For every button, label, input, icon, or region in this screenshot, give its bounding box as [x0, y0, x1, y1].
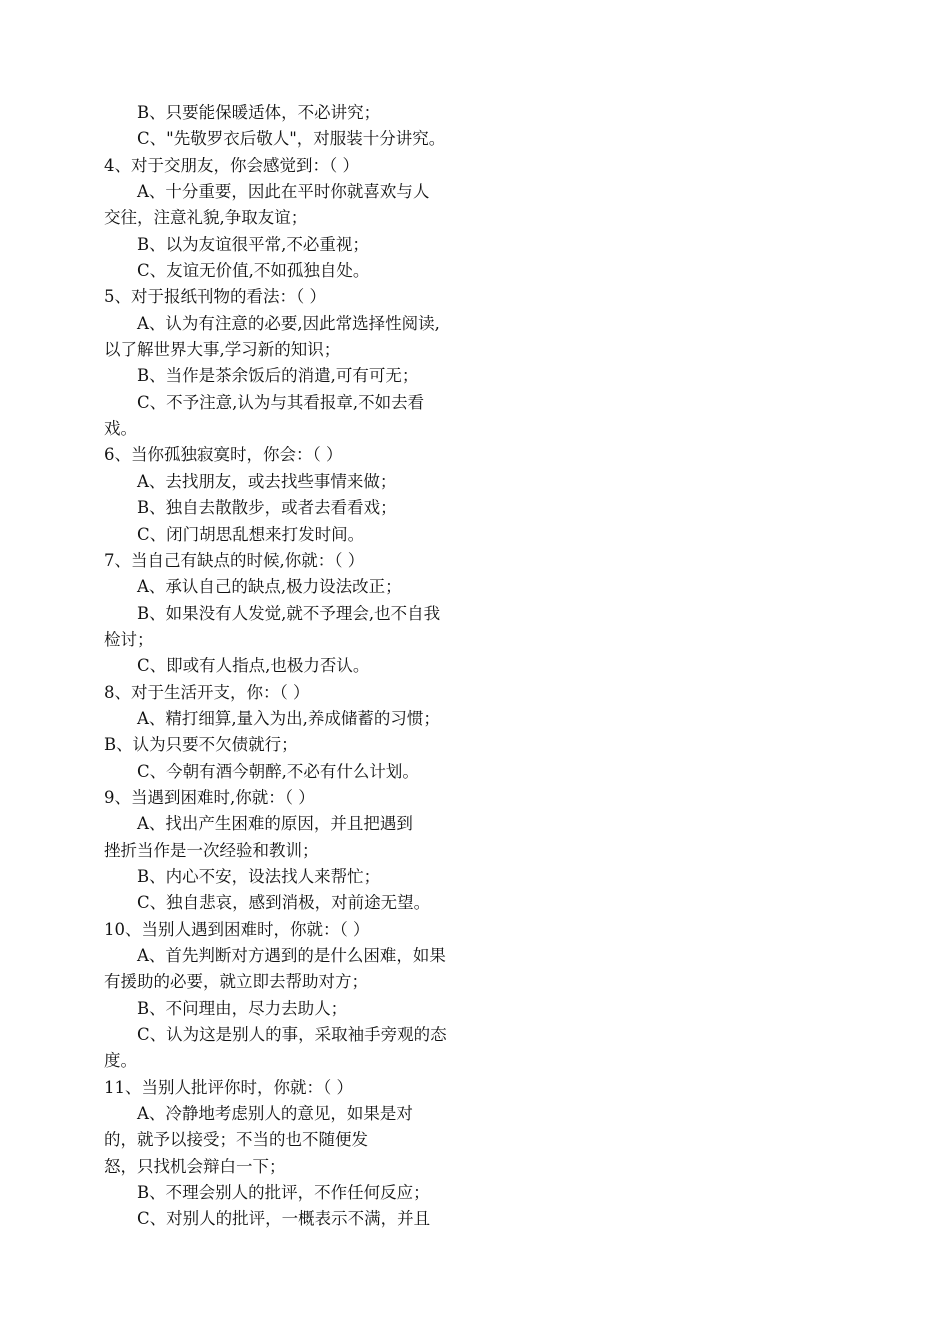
text-line: 度。: [104, 1051, 137, 1071]
text-line: A、找出产生困难的原因，并且把遇到: [137, 814, 413, 834]
text-line: 6、当你孤独寂寞时，你会：（ ）: [104, 445, 343, 465]
text-line: C、认为这是别人的事，采取袖手旁观的态: [137, 1025, 447, 1045]
text-line: B、当作是茶余饭后的消遣,可有可无；: [137, 366, 419, 386]
text-line: C、今朝有酒今朝醉,不必有什么计划。: [137, 761, 419, 781]
text-line: C、"先敬罗衣后敬人"，对服装十分讲究。: [137, 129, 446, 149]
text-line: C、不予注意,认为与其看报章,不如去看: [137, 392, 425, 412]
text-line: 挫折当作是一次经验和教训；: [104, 840, 319, 860]
text-line: 8、对于生活开支，你：（ ）: [104, 682, 310, 702]
text-line: B、认为只要不欠债就行；: [104, 735, 298, 755]
text-line: 的，就予以接受；不当的也不随便发: [104, 1130, 368, 1150]
text-line: C、友谊无价值,不如孤独自处。: [137, 261, 370, 281]
text-line: B、内心不安，设法找人来帮忙；: [137, 866, 381, 886]
text-line: 检讨；: [104, 629, 154, 649]
text-line: 以了解世界大事,学习新的知识；: [104, 340, 341, 360]
text-line: 戏。: [104, 419, 137, 439]
text-line: 7、当自己有缺点的时候,你就：（ ）: [104, 550, 365, 570]
text-line: B、不问理由，尽力去助人；: [137, 998, 348, 1018]
text-line: A、认为有注意的必要,因此常选择性阅读,: [137, 313, 440, 333]
text-line: 10、当别人遇到困难时，你就：（ ）: [104, 919, 370, 939]
text-line: A、首先判断对方遇到的是什么困难，如果: [137, 946, 446, 965]
text-line: B、如果没有人发觉,就不予理会,也不自我: [137, 603, 441, 623]
text-line: 交往，注意礼貌,争取友谊；: [104, 208, 308, 228]
text-line: A、精打细算,量入为出,养成储蓄的习惯；: [137, 708, 440, 728]
text-line: 5、对于报纸刊物的看法：（ ）: [104, 287, 326, 307]
text-line: 9、当遇到困难时,你就：（ ）: [104, 787, 315, 807]
text-line: A、去找朋友，或去找些事情来做；: [137, 471, 397, 491]
text-line: A、承认自己的缺点,极力设法改正；: [137, 577, 402, 597]
text-line: 11、当别人批评你时，你就：（ ）: [104, 1077, 353, 1097]
text-line: C、对别人的批评，一概表示不满，并且: [137, 1209, 431, 1229]
text-line: A、十分重要，因此在平时你就喜欢与人: [137, 182, 430, 202]
text-line: A、冷静地考虑别人的意见，如果是对: [137, 1104, 413, 1124]
text-line: 怒，只找机会辩白一下；: [104, 1156, 286, 1176]
text-line: C、闭门胡思乱想来打发时间。: [137, 524, 365, 544]
text-line: C、独自悲哀，感到消极，对前途无望。: [137, 893, 431, 913]
text-line: B、独自去散散步，或者去看看戏；: [137, 498, 397, 518]
text-line: C、即或有人指点,也极力否认。: [137, 656, 370, 676]
text-line: B、不理会别人的批评，不作任何反应；: [137, 1183, 430, 1203]
text-line: B、只要能保暖适体，不必讲究；: [137, 103, 381, 122]
text-line: 有援助的必要，就立即去帮助对方；: [104, 972, 368, 992]
questionnaire-text: [104, 100, 484, 1233]
text-line: 4、对于交朋友，你会感觉到：（ ）: [104, 155, 359, 175]
text-line: B、以为友谊很平常,不必重视；: [137, 234, 369, 254]
